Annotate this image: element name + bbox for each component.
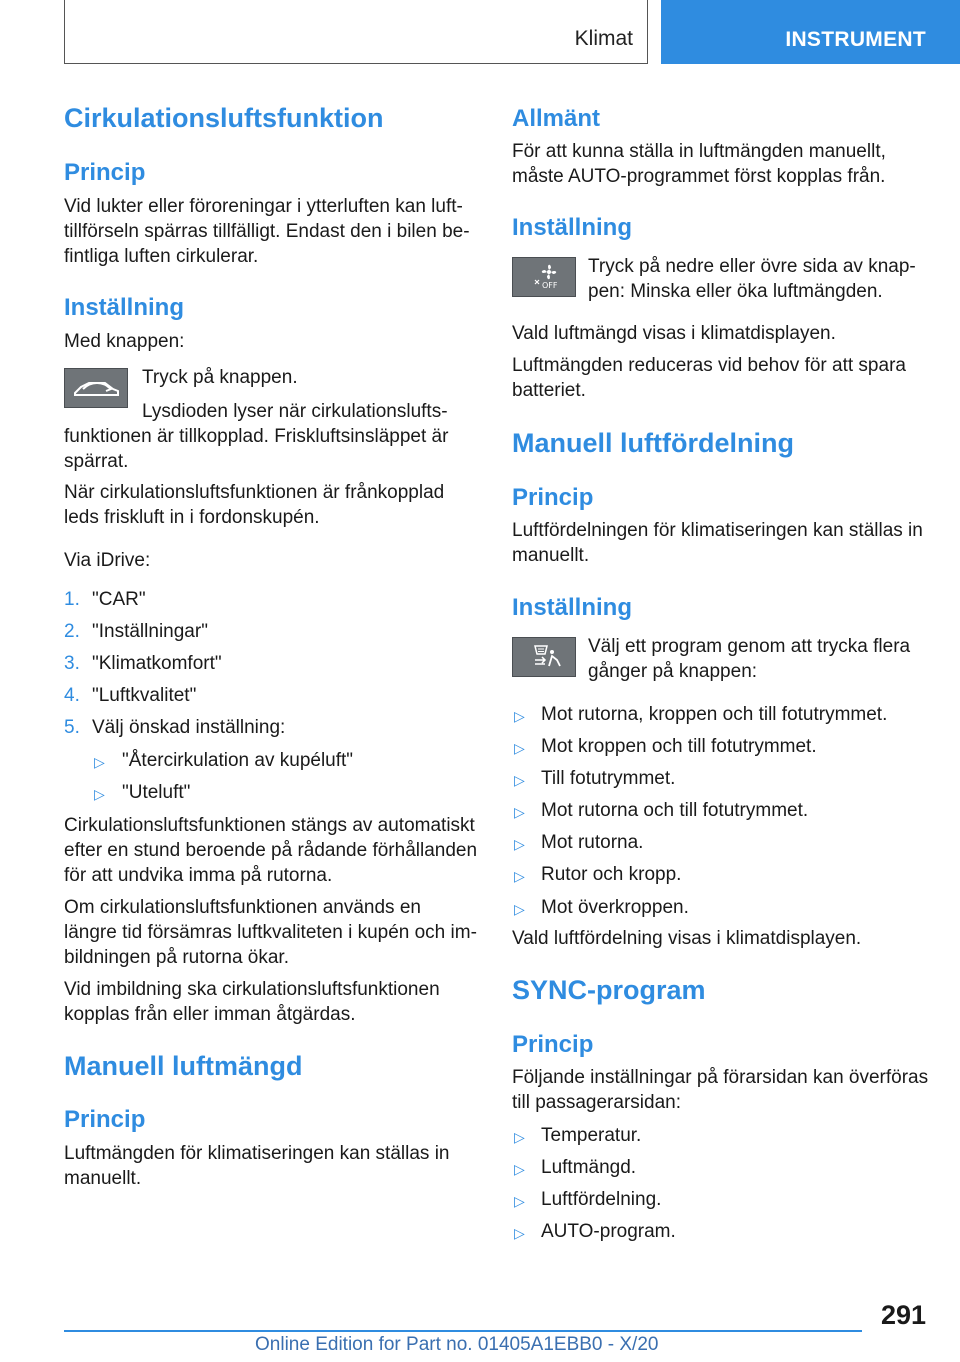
footer-divider — [64, 1330, 862, 1332]
heading-princip-1: Princip — [64, 159, 146, 186]
fan-off-icon — [513, 258, 575, 296]
paragraph-princip-4: Följande inställningar på förarsidan kan överföras till passagerarsidan: — [512, 1067, 929, 1113]
header-section-title: Klimat — [574, 27, 633, 50]
header-chapter-title: INSTRUMENT — [785, 28, 926, 51]
air-distribution-button-image — [512, 637, 576, 677]
heading-allmant: Allmänt — [512, 105, 601, 132]
bullet-triangle-icon: ▷ — [514, 708, 525, 724]
heading-princip-3: Princip — [512, 484, 594, 511]
paragraph-via-idrive: Via iDrive: — [64, 550, 151, 571]
paragraph-tryck: Tryck på knappen. — [142, 367, 298, 388]
heading-installning-1: Inställning — [64, 294, 184, 321]
paragraph-reduceras: Luftmängden reduceras vid behov för att spara batteriet. — [512, 355, 906, 401]
paragraph-princip-3: Luftfördelningen för klimatiseringen kan ställas in manuellt. — [512, 520, 923, 566]
bullet-triangle-icon: ▷ — [514, 1161, 525, 1177]
paragraph-nar: När cirkulationsluftsfunktionen är frånkopplad leds friskluft in i fordonskupén. — [64, 482, 445, 528]
paragraph-princip-2: Luftmängden för klimatiseringen kan ställas in manuellt. — [64, 1143, 450, 1189]
paragraph-lysdioden: Lysdioden lyser när cirkulationslufts- funktionen är tillkopplad. Friskluftsinsläppet är spärrat. — [64, 401, 449, 472]
bullet-triangle-icon: ▷ — [514, 772, 525, 788]
bullet-triangle-icon: ▷ — [514, 804, 525, 820]
bullet-triangle-icon: ▷ — [514, 1193, 525, 1209]
bullet-triangle-icon: ▷ — [514, 1129, 525, 1145]
heading-princip-2: Princip — [64, 1106, 146, 1133]
heading-princip-4: Princip — [512, 1031, 594, 1058]
paragraph-vald-luftfordelning: Vald luftfördelning visas i klimatdisplayen. — [512, 928, 862, 949]
bullet-triangle-icon: ▷ — [514, 740, 525, 756]
bullet-triangle-icon: ▷ — [94, 786, 105, 802]
paragraph-tryck-nedre: Tryck på nedre eller övre sida av knap- pen: Minska eller öka luftmängden. — [588, 256, 916, 302]
page-number: 291 — [880, 1300, 926, 1330]
paragraph-princip-1: Vid lukter eller föroreningar i ytterluften kan luft- tillförseln spärras tillfälligt. Endast den i bilen be- fintliga luften cirkulerar. — [64, 196, 470, 267]
bullet-triangle-icon: ▷ — [514, 1225, 525, 1241]
paragraph-auto-off: Cirkulationsluftsfunktionen stängs av automatiskt efter en stund beroende på rådande förhållanden för att undvika imma på rutorna. — [64, 815, 478, 886]
svg-text:OFF: OFF — [542, 281, 558, 290]
paragraph-med-knappen: Med knappen: — [64, 331, 185, 352]
paragraph-imbildning: Vid imbildning ska cirkulationsluftsfunktionen kopplas från eller imman åtgärdas. — [64, 979, 440, 1025]
heading-cirkulation: Cirkulationsluftsfunktion — [64, 103, 384, 133]
paragraph-om: Om cirkulationsluftsfunktionen används en längre tid försämras luftkvaliteten i kupén och im- bildningen på rutorna ökar. — [64, 897, 477, 968]
header-chapter-tab — [661, 0, 960, 64]
heading-sync-program: SYNC-program — [512, 975, 706, 1005]
heading-manuell-luftmangd: Manuell luftmängd — [64, 1051, 303, 1081]
heading-installning-3: Inställning — [512, 594, 632, 621]
paragraph-allmant: För att kunna ställa in luftmängden manuellt, måste AUTO-programmet först kopplas från. — [512, 141, 886, 187]
footer-edition-text: Online Edition for Part no. 01405A1EBB0 - X/20 — [255, 1334, 659, 1355]
bullet-triangle-icon: ▷ — [94, 754, 105, 770]
header-section-box — [64, 0, 648, 64]
fan-button-image — [512, 257, 576, 297]
heading-installning-2: Inställning — [512, 214, 632, 241]
bullet-triangle-icon: ▷ — [514, 868, 525, 884]
air-distribution-icon — [513, 638, 575, 676]
paragraph-valj-program: Välj ett program genom att trycka flera gånger på knappen: — [588, 636, 911, 682]
paragraph-vald-luftmangd: Vald luftmängd visas i klimatdisplayen. — [512, 323, 836, 344]
heading-manuell-luftfordelning: Manuell luftfördelning — [512, 428, 794, 458]
bullet-triangle-icon: ▷ — [514, 836, 525, 852]
bullet-triangle-icon: ▷ — [514, 901, 525, 917]
